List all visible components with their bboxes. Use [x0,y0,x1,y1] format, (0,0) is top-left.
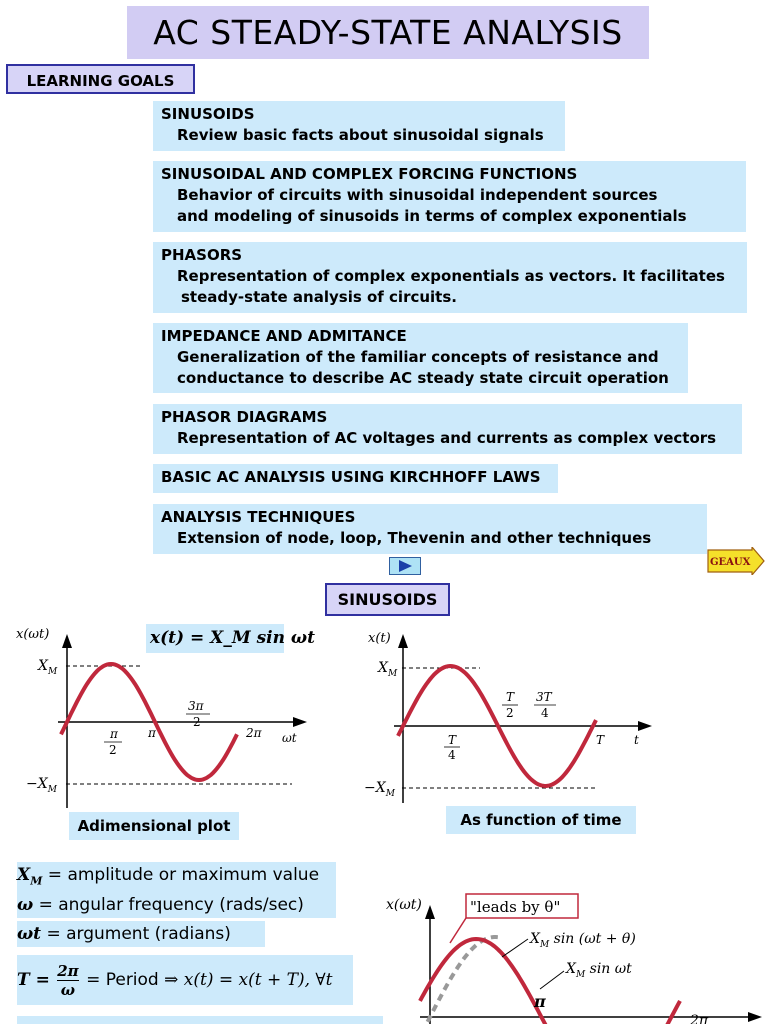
goal-description: Extension of node, loop, Thevenin and other techniques [177,529,652,547]
goal-description: Representation of AC voltages and currents as complex vectors [177,429,717,447]
goal-phasor-diagrams [153,404,742,454]
play-icon [390,558,420,574]
x-axis-arrow [293,717,307,727]
goal-description: and modeling of sinusoids in terms of complex exponentials [177,207,687,225]
xm-label: $X_M$ [378,660,398,679]
tick-2pi: 2π [246,726,262,740]
base-curve-label: $X_M$ sin ωt [566,961,632,980]
equation-text: x(t) = X_M sin ωt [150,628,315,648]
def-angular-frequency: ω = angular frequency (rads/sec) [17,892,336,918]
tick-2pi: 2π [690,1013,709,1024]
tick-3pi-half: 3π [188,699,204,713]
goal-description: Representation of complex exponentials as vectors. It facilitates [177,267,725,285]
tick-t4: T [448,733,457,747]
sinusoids-section-label: SINUSOIDS [325,583,450,616]
goal-description: Generalization of the familiar concepts of resistance and [177,348,659,366]
adimensional-plot [0,618,320,813]
x-axis-label: t [634,733,639,747]
tick-pi-half-den: 2 [109,743,117,757]
y-axis-label: x(ωt) [16,627,50,642]
adimensional-plot-caption: Adimensional plot [69,812,239,840]
tick-T: T [596,733,605,747]
tick-pi-half: π [110,727,118,741]
goal-heading: SINUSOIDS [161,105,255,123]
goal-heading: ANALYSIS TECHNIQUES [161,508,356,526]
next-button[interactable] [389,557,421,575]
time-plot-caption: As function of time [446,806,636,834]
y-axis-arrow [425,905,435,919]
phase-shift-plot [380,885,768,1024]
goal-kirchhoff [153,464,558,493]
shifted-curve-label: $X_M$ sin (ωt + θ) [530,931,636,950]
x-axis-arrow [748,1012,762,1022]
tick-3t4: 3T [536,690,552,704]
tick-t2-den: 2 [506,706,514,720]
neg-xm-label: $-X_M$ [364,780,395,799]
page-title: AC STEADY-STATE ANALYSIS [127,6,649,59]
tick-t2: T [506,690,515,704]
goal-description: Behavior of circuits with sinusoidal independent sources [177,186,658,204]
x-axis-label: ωt [282,731,297,745]
goal-description: conductance to describe AC steady state circuit operation [177,369,669,387]
goal-forcing-functions [153,161,746,232]
goal-sinusoids [153,101,565,151]
next-definition-box [17,1016,383,1024]
tick-pi: π [534,992,546,1011]
y-axis-arrow [62,634,72,648]
base-sine-curve [422,937,670,1024]
goal-description: Review basic facts about sinusoidal signals [177,126,544,144]
y-axis-label: x(ωt) [386,897,422,913]
time-plot [340,618,660,808]
geaux-label: GEAUX [710,557,751,568]
def-amplitude: $X_M$ = amplitude or maximum value [17,862,336,894]
leads-label: "leads by θ" [470,898,561,916]
goal-heading: BASIC AC ANALYSIS USING KIRCHHOFF LAWS [161,468,541,486]
goal-heading: PHASORS [161,246,243,264]
goal-heading: SINUSOIDAL AND COMPLEX FORCING FUNCTIONS [161,165,578,183]
tick-t4-den: 4 [448,748,456,762]
def-argument: ωt = argument (radians) [17,921,265,947]
xm-label: $X_M$ [38,658,58,677]
geaux-button[interactable] [706,547,766,575]
y-axis-arrow [398,634,408,648]
tick-3t4-den: 4 [541,706,549,720]
period-equation: T = $\frac{2\pi}{\omega}$ = Period ⇒ x(t) = x(t + T), ∀t [17,955,353,1005]
x-axis-arrow [638,721,652,731]
goal-heading: IMPEDANCE AND ADMITANCE [161,327,407,345]
goal-heading: PHASOR DIAGRAMS [161,408,328,426]
neg-xm-label: $-X_M$ [26,776,57,795]
goal-analysis-techniques [153,504,707,554]
tick-3pi-half-den: 2 [193,715,201,729]
goal-description: steady-state analysis of circuits. [181,288,457,306]
goal-impedance [153,323,688,393]
tick-pi: π [148,726,156,740]
y-axis-label: x(t) [368,631,391,646]
learning-goals-label: LEARNING GOALS [6,64,195,94]
goal-phasors [153,242,747,313]
